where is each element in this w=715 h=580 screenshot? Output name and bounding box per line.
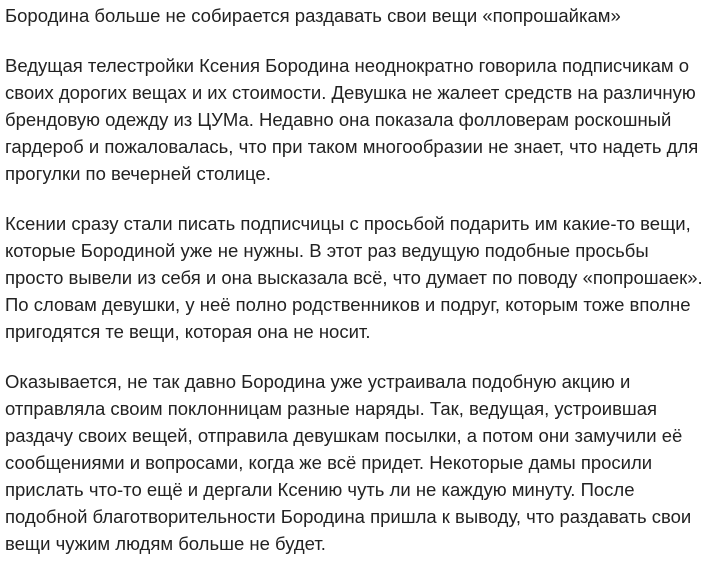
article (5, 0, 711, 580)
article-title: Бородина больше не собирается раздавать свои вещи «попрошайкам» (5, 5, 621, 26)
article-paragraph-1: Ведущая телестройки Ксения Бородина неоднократно говорила подписчикам о своих дорогих вещах и их стоимости. Девушка не жалеет средств на различную брендовую одежду из ЦУМа. Недавно она показала фолловерам роскошный гардероб и пожаловалась, что при таком многообразии не знает, что надеть для прогулки по вечерней столице. (5, 55, 699, 184)
article-paragraph-3: Оказывается, не так давно Бородина уже устраивала подобную акцию и отправляла своим поклонницам разные наряды. Так, ведущая, устроившая раздачу своих вещей, отправила девушкам посылки, а потом они замучили её сообщениями и вопросами, когда же всё придет. Некоторые дамы просили прислать что-то ещё и дергали Ксению чуть ли не каждую минуту. После подобной благотворительности Бородина пришла к выводу, что раздавать свои вещи чужим людям больше не будет. (5, 371, 692, 554)
article-paragraph-2: Ксении сразу стали писать подписчицы с просьбой подарить им какие-то вещи, которые Бородиной уже не нужны. В этот раз ведущую подобные просьбы просто вывели из себя и она высказала всё, что думает по поводу «попрошаек». По словам девушки, у неё полно родственников и подруг, которым тоже вполне пригодятся те вещи, которая она не носит. (5, 213, 703, 342)
